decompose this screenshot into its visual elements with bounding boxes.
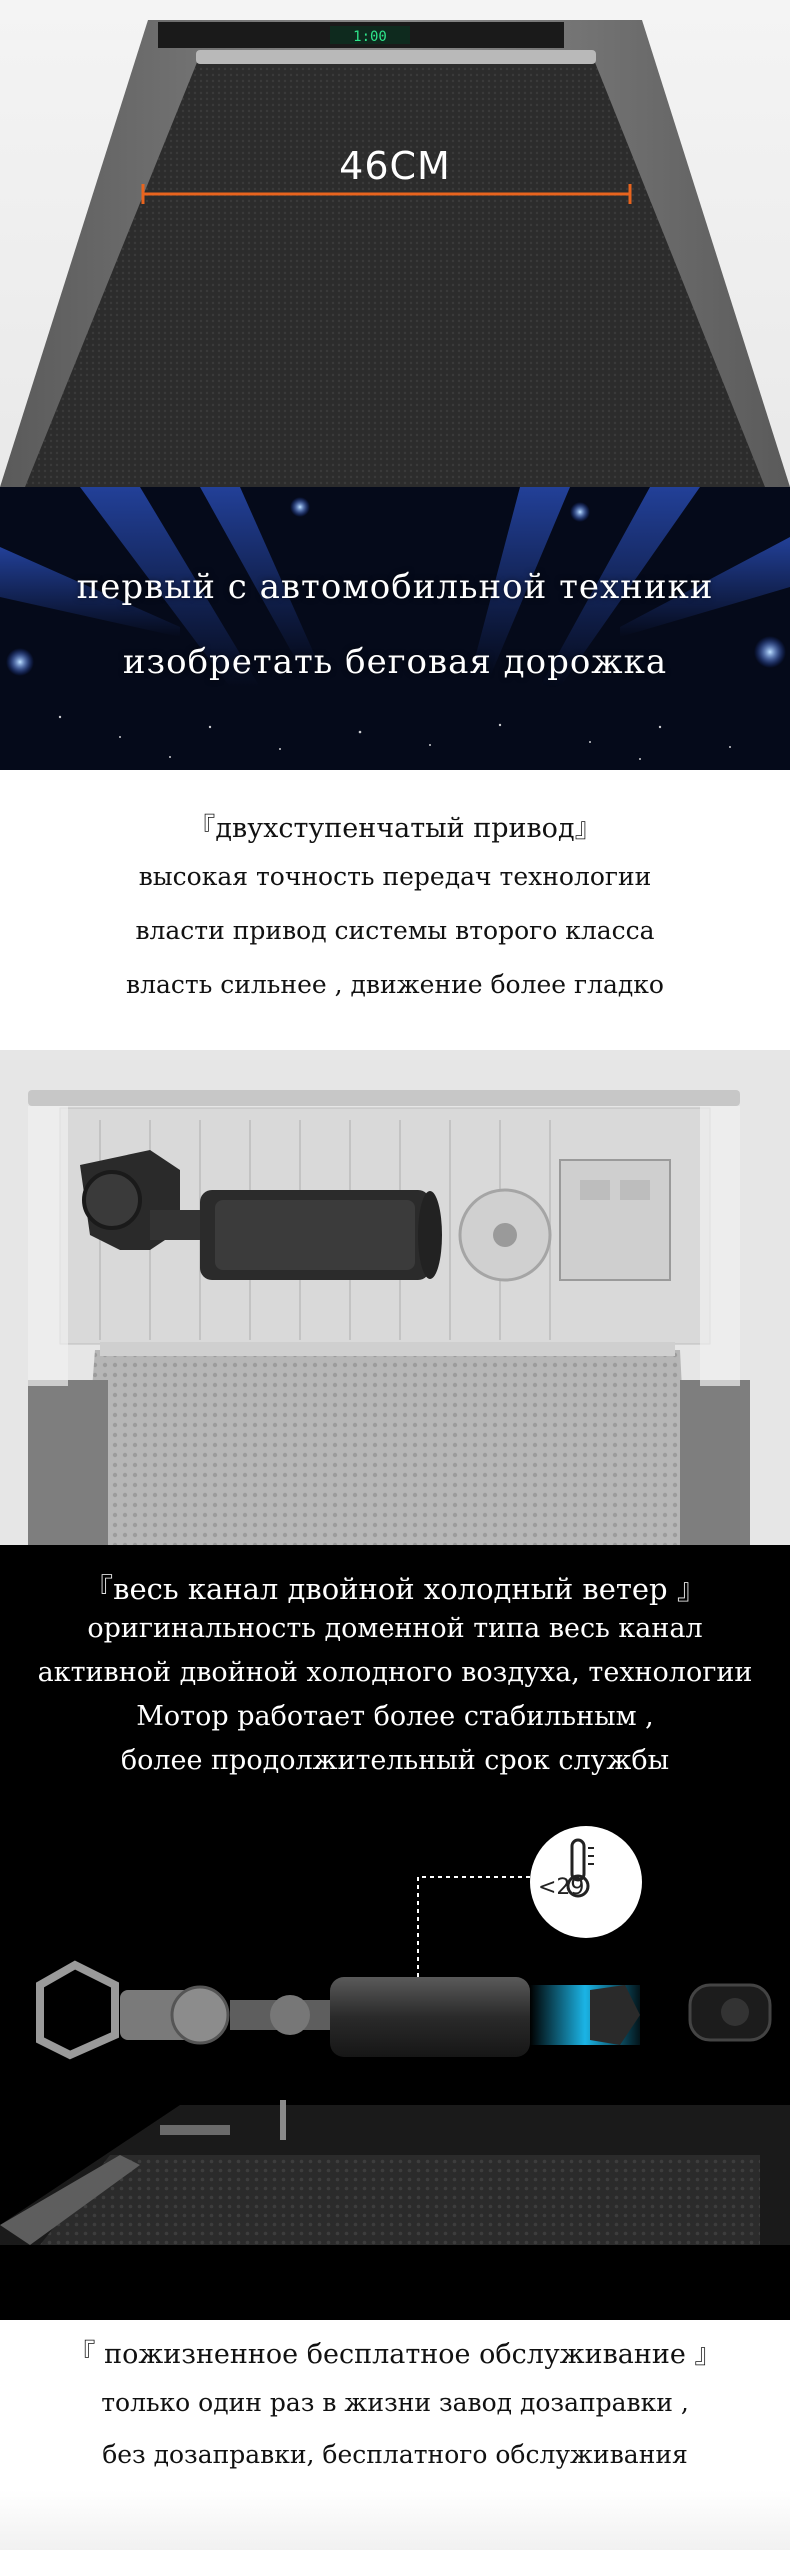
footer-fade [0, 2490, 790, 2550]
cooling-line: оригинальность доменной типа весь канал [87, 1613, 703, 1644]
cooling-title: 『весь канал двойной холодный ветер 』 [84, 1572, 706, 1606]
stage-lights-background [0, 487, 790, 770]
innovation-banner [0, 487, 790, 770]
treadmill-top-section [0, 0, 790, 487]
belt-width-label: 46CM [339, 144, 451, 188]
drive-description [0, 770, 790, 1050]
cooling-line: Мотор работает более стабильным , [136, 1701, 654, 1732]
service-line: только один раз в жизни завод дозаправки , [101, 2388, 689, 2417]
drive-line: власть сильнее , движение более гладко [126, 970, 664, 999]
treadmill-top-illustration [0, 0, 790, 487]
cooling-line: активной двойной холодного воздуха, технологии [37, 1657, 753, 1688]
cooling-line: более продолжительный срок службы [120, 1745, 670, 1776]
drive-line: власти привод системы второго класса [135, 916, 655, 945]
svg-text:1:00: 1:00 [353, 29, 387, 45]
drive-line: высокая точность передач технологии [138, 862, 652, 891]
drive-mechanism-illustration [0, 1050, 790, 1545]
drive-title: 『двухступенчатый привод』 [188, 813, 602, 844]
drive-mechanism-section [0, 1050, 790, 1545]
banner-line-2: изобретать беговая дорожка [122, 642, 668, 682]
service-title: 『 пожизненное бесплатное обслуживание 』 [68, 2339, 722, 2370]
service-line: без дозаправки, бесплатного обслуживания [102, 2440, 688, 2469]
temperature-value: <29 [538, 1875, 585, 1900]
service-section [0, 2320, 790, 2541]
banner-line-1: первый с автомобильной техники [76, 567, 714, 607]
